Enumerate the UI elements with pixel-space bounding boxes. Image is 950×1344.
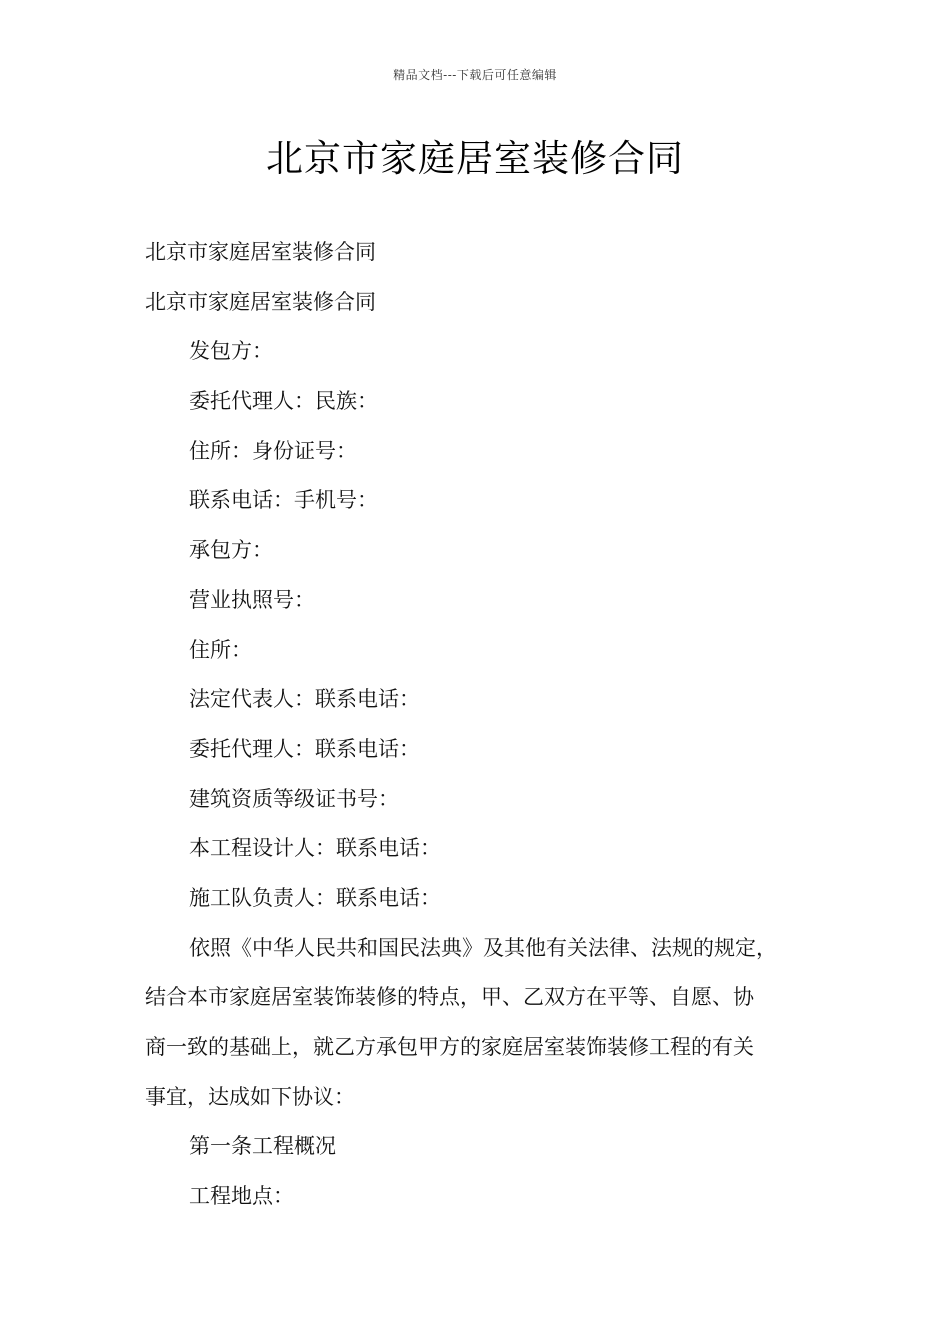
field-legal-representative: 法定代表人：联系电话： (189, 687, 420, 712)
header-note: 精品文档---下载后可任意编辑 (393, 68, 557, 82)
preamble-line-2: 结合本市家庭居室装饰装修的特点，甲、乙双方在平等、自愿、协 (145, 985, 754, 1010)
field-employer: 发包方： (189, 339, 273, 364)
body-line-contract-name-1: 北京市家庭居室装修合同 (145, 240, 376, 264)
document-body (145, 228, 835, 1222)
field-employer-agent: 委托代理人：民族： (189, 389, 378, 414)
field-qualification-certificate: 建筑资质等级证书号： (189, 786, 399, 811)
document-title: 北京市家庭居室装修合同 (266, 137, 684, 180)
preamble-line-4: 事宜，达成如下协议： (145, 1084, 355, 1109)
field-employer-phone: 联系电话：手机号： (189, 488, 378, 513)
field-contractor-address: 住所： (189, 637, 252, 662)
preamble-line-1: 依照《中华人民共和国民法典》及其他有关法律、法规的规定， (189, 935, 777, 960)
body-line-contract-name-2: 北京市家庭居室装修合同 (145, 289, 376, 314)
article-one-heading: 第一条工程概况 (189, 1134, 336, 1159)
field-project-location: 工程地点： (189, 1184, 294, 1209)
field-designer: 本工程设计人：联系电话： (189, 836, 441, 861)
field-team-leader: 施工队负责人：联系电话： (189, 885, 441, 910)
field-contractor: 承包方： (189, 538, 273, 563)
preamble-line-3: 商一致的基础上，就乙方承包甲方的家庭居室装饰装修工程的有关 (145, 1035, 754, 1059)
field-contractor-agent: 委托代理人：联系电话： (189, 736, 420, 761)
field-business-license: 营业执照号： (189, 587, 315, 612)
field-employer-address: 住所：身份证号： (189, 438, 357, 463)
